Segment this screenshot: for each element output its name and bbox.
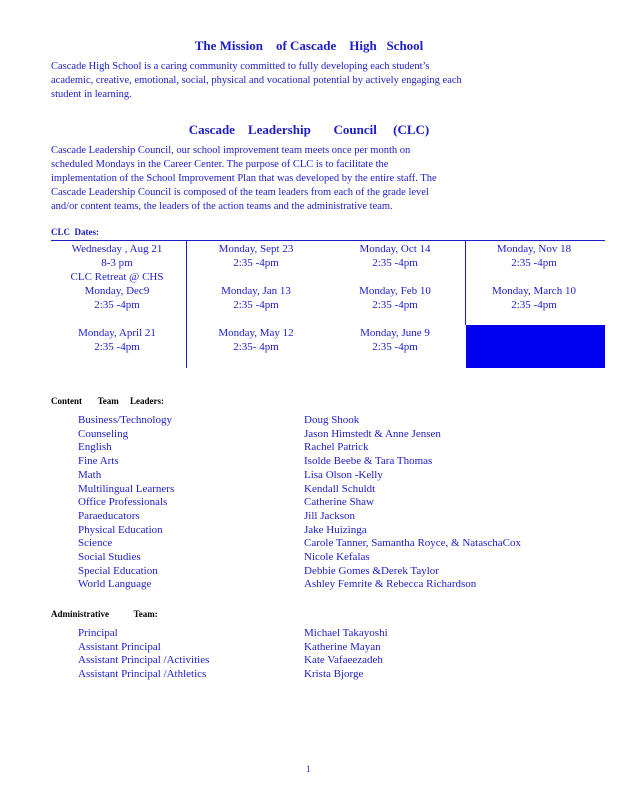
date-cell: Monday, Nov 18 2:35 -4pm <box>496 243 572 269</box>
list-item: Science Carole Tanner, Samantha Royce, & NataschaCox <box>78 537 521 550</box>
list-item: Social Studies Nicole Kefalas <box>78 551 370 564</box>
mission-line: student in learning. <box>51 89 132 100</box>
list-item: Assistant Principal /Activities Kate Vafaeezadeh <box>78 654 383 667</box>
list-item: Assistant Principal Katherine Mayan <box>78 640 381 653</box>
list-item: Office Professionals Catherine Shaw <box>78 496 374 509</box>
list-item: Special Education Debbie Gomes &Derek Taylor <box>78 564 439 577</box>
clc-line: and/or content teams, the leaders of the action teams and the administrative team. <box>51 201 393 212</box>
date-cell: Monday, Feb 10 2:35 -4pm <box>359 285 431 311</box>
date-cell: Monday, May 12 2:35- 4pm <box>218 327 294 353</box>
clc-line: implementation of the School Improvement Plan that was developed by the entire staff. The <box>51 173 437 184</box>
list-item: Principal Michael Takayoshi <box>78 627 388 639</box>
date-cell: Monday, Jan 13 2:35 -4pm <box>221 285 291 311</box>
list-item: Physical Education Jake Huizinga <box>78 523 367 536</box>
list-item: Assistant Principal /Athletics Krista Bjorge <box>78 668 364 681</box>
content-team-list <box>78 414 521 592</box>
list-item: Math Lisa Olson -Kelly <box>78 468 383 481</box>
content-team-label: Content Team Leaders: <box>51 396 164 406</box>
clc-title: Cascade Leadership Council (CLC) <box>188 122 430 137</box>
list-item: Business/Technology Doug Shook <box>78 414 360 426</box>
date-cell: Monday, June 9 2:35 -4pm <box>360 327 430 353</box>
clc-line: scheduled Mondays in the Career Center. The purpose of CLC is to facilitate the <box>51 159 389 170</box>
date-cell: Monday, Oct 14 2:35 -4pm <box>359 243 431 269</box>
admin-team-label: Administrative Team: <box>51 609 158 619</box>
date-cell: Monday, Dec9 2:35 -4pm <box>84 285 150 311</box>
clc-line: Cascade Leadership Council is composed of the team leaders from each of the grade level <box>51 187 429 198</box>
blue-highlight-cell <box>466 325 605 368</box>
clc-paragraph <box>51 144 571 214</box>
clc-dates-table <box>51 240 605 368</box>
date-cell: Monday, March 10 2:35 -4pm <box>492 285 576 311</box>
date-cell: Monday, Sept 23 2:35 -4pm <box>218 243 294 269</box>
date-cell: Monday, April 21 2:35 -4pm <box>78 327 156 353</box>
mission-title: The Mission of Cascade High School <box>194 38 424 53</box>
list-item: Fine Arts Isolde Beebe & Tara Thomas <box>78 455 433 468</box>
list-item: Paraeducators Jill Jackson <box>78 509 356 522</box>
page-number: 1 <box>306 764 311 774</box>
mission-line: academic, creative, emotional, social, physical and vocational potential by actively engaging each <box>51 75 462 86</box>
admin-team-list <box>78 627 388 682</box>
mission-paragraph <box>51 60 571 102</box>
clc-dates-label: CLC Dates: <box>51 227 99 237</box>
list-item: Counseling Jason Himstedt & Anne Jensen <box>78 427 441 440</box>
clc-line: Cascade Leadership Council, our school improvement team meets once per month on <box>51 145 411 156</box>
date-cell: Wednesday , Aug 21 8-3 pm CLC Retreat @ CHS <box>70 243 164 283</box>
mission-line: Cascade High School is a caring community committed to fully developing each student’s <box>51 61 430 72</box>
list-item: English Rachel Patrick <box>78 441 369 454</box>
list-item: Multilingual Learners Kendall Schuldt <box>78 482 376 495</box>
list-item: World Language Ashley Femrite & Rebecca Richardson <box>78 578 477 591</box>
